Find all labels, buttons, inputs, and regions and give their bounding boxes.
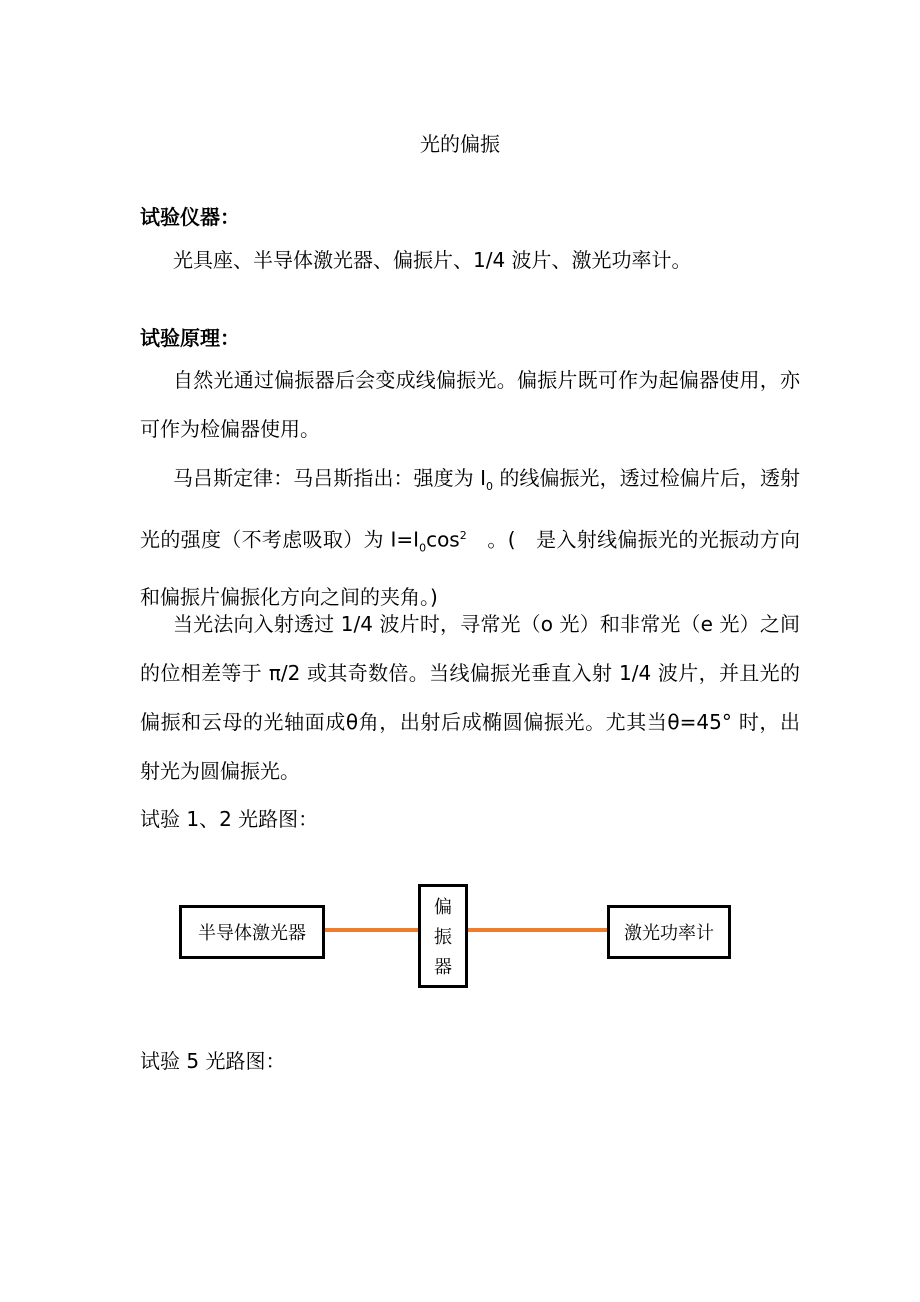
polarizer-char-3: 器 (434, 957, 452, 978)
instruments-heading: 试验仪器： (140, 205, 240, 229)
laser-power-meter-label: 激光功率计 (624, 923, 714, 944)
principle-paragraph-3: 当光法向入射透过 1/4 波片时，寻常光（o 光）和非常光（e 光）之间的位相差等于 π/2 或其奇数倍。当线偏振光垂直入射 1/4 波片，并且光的偏振和云母的光轴面成θ角，出射后成椭圆偏振光。尤其当θ=45° 时，出射光为圆偏振光。 (140, 612, 800, 783)
polarizer-char-1: 偏 (434, 897, 452, 918)
diagram-12-caption: 试验 1、2 光路图： (140, 807, 319, 831)
laser-beam-right (465, 928, 610, 932)
principle-heading: 试验原理： (140, 326, 240, 350)
semiconductor-laser-box (179, 905, 325, 959)
principle-paragraph-2 (140, 454, 800, 622)
page-title: 光的偏振 (420, 132, 500, 156)
diagram-5-caption: 试验 5 光路图： (140, 1049, 286, 1073)
malus-text-d: 。( 是入射线偏振光的光振动方向和偏振片偏振化方向之间的夹角。) (140, 527, 800, 609)
principle-paragraph-1: 自然光通过偏振器后会变成线偏振光。偏振片既可作为起偏器使用，亦可作为检偏器使用。 (140, 368, 800, 441)
instruments-text: 光具座、半导体激光器、偏振片、1/4 波片、激光功率计。 (173, 248, 692, 272)
semiconductor-laser-label: 半导体激光器 (198, 923, 306, 944)
polarizer-char-2: 振 (434, 927, 452, 948)
subscript-zero-2: 0 (419, 541, 427, 555)
subscript-zero: 0 (485, 480, 493, 493)
polarizer-box (418, 884, 468, 988)
malus-text-c: cos (426, 527, 460, 552)
laser-power-meter-box (607, 905, 731, 959)
malus-text-b: 的线偏振光，透过检偏片后，透射光的强度（不考虑吸取）为 I=I (140, 466, 800, 552)
malus-text-a: 马吕斯定律：马吕斯指出：强度为 I (173, 466, 486, 490)
superscript-two: 2 (459, 529, 467, 542)
laser-beam-left (322, 928, 420, 932)
